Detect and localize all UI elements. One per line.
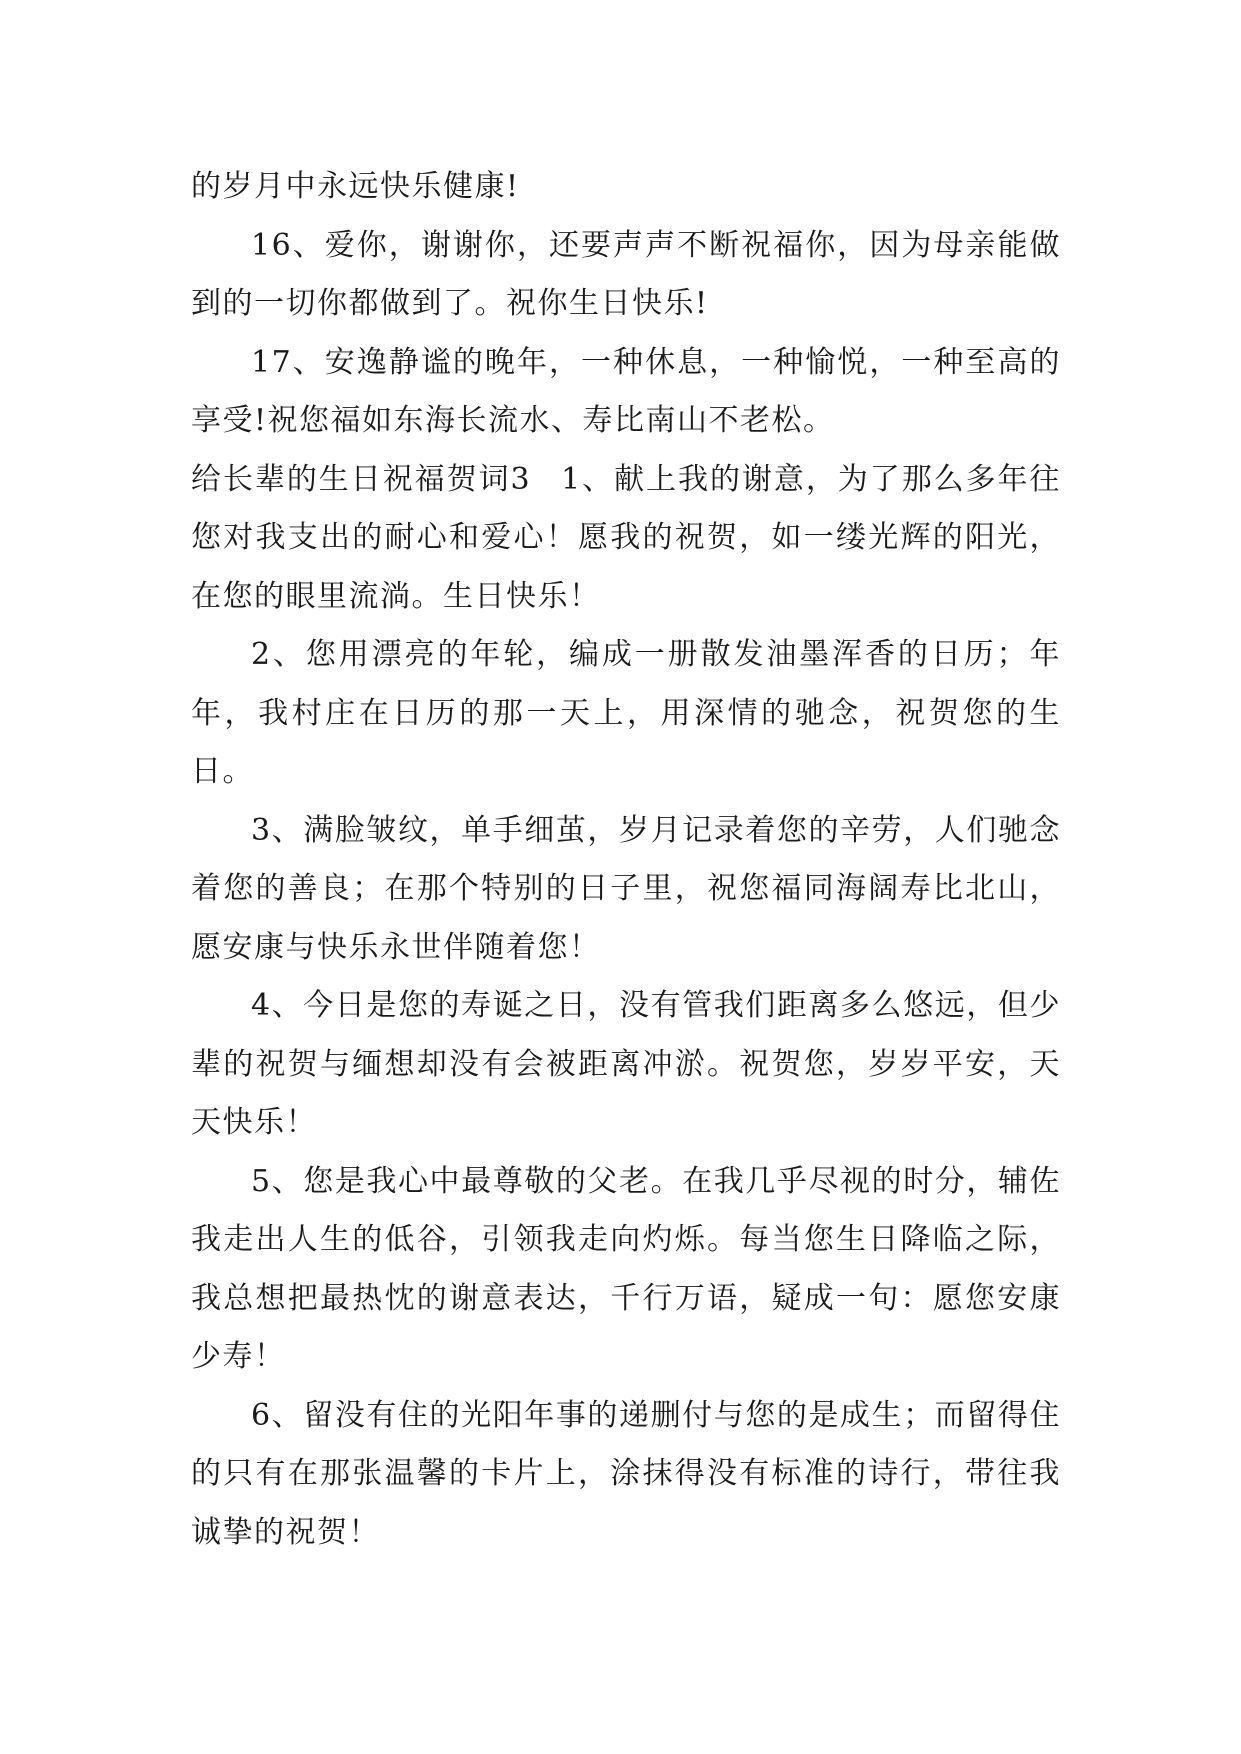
paragraph-5: 5、您是我心中最尊敬的父老。在我几乎尽视的时分，辅佐我走出人生的低谷，引领我走向灼烁。每当您生日降临之际，我总想把最热忱的谢意表达，千行万语，疑成一句：愿您安康少寿！ [191, 1163, 1061, 1374]
document-body [191, 158, 1061, 1562]
paragraph-2: 2、您用漂亮的年轮，编成一册散发油墨浑香的日历；年年，我村庄在日历的那一天上，用深情的驰念，祝贺您的生日。 [191, 637, 1061, 789]
paragraph-1: 1、献上我的谢意，为了那么多年往您对我支出的耐心和爱心！愿我的祝贺，如一缕光辉的阳光，在您的眼里流淌。生日快乐！ [191, 461, 1061, 614]
paragraph-3: 3、满脸皱纹，单手细茧，岁月记录着您的辛劳，人们驰念着您的善良；在那个特别的日子里，祝您福同海阔寿比北山，愿安康与快乐永世伴随着您！ [191, 812, 1061, 965]
section-heading-paragraph [191, 451, 1061, 627]
paragraph-16: 16、爱你，谢谢你，还要声声不断祝福你，因为母亲能做到的一切你都做到了。祝你生日快乐! [191, 227, 1061, 321]
paragraph-4: 4、今日是您的寿诞之日，没有管我们距离多么悠远，但少辈的祝贺与缅想却没有会被距离冲淤。祝贺您，岁岁平安，天天快乐！ [191, 988, 1061, 1140]
paragraph-17: 17、安逸静谧的晚年，一种休息，一种愉悦，一种至高的享受!祝您福如东海长流水、寿比南山不老松。 [191, 344, 1061, 438]
section-heading: 给长辈的生日祝福贺词3 [191, 461, 532, 497]
paragraph-6: 6、留没有住的光阳年事的递删付与您的是成生；而留得住的只有在那张温馨的卡片上，涂抹得没有标准的诗行，带往我诚挚的祝贺！ [191, 1397, 1061, 1550]
continuation-paragraph: 的岁月中永远快乐健康! [191, 169, 520, 204]
